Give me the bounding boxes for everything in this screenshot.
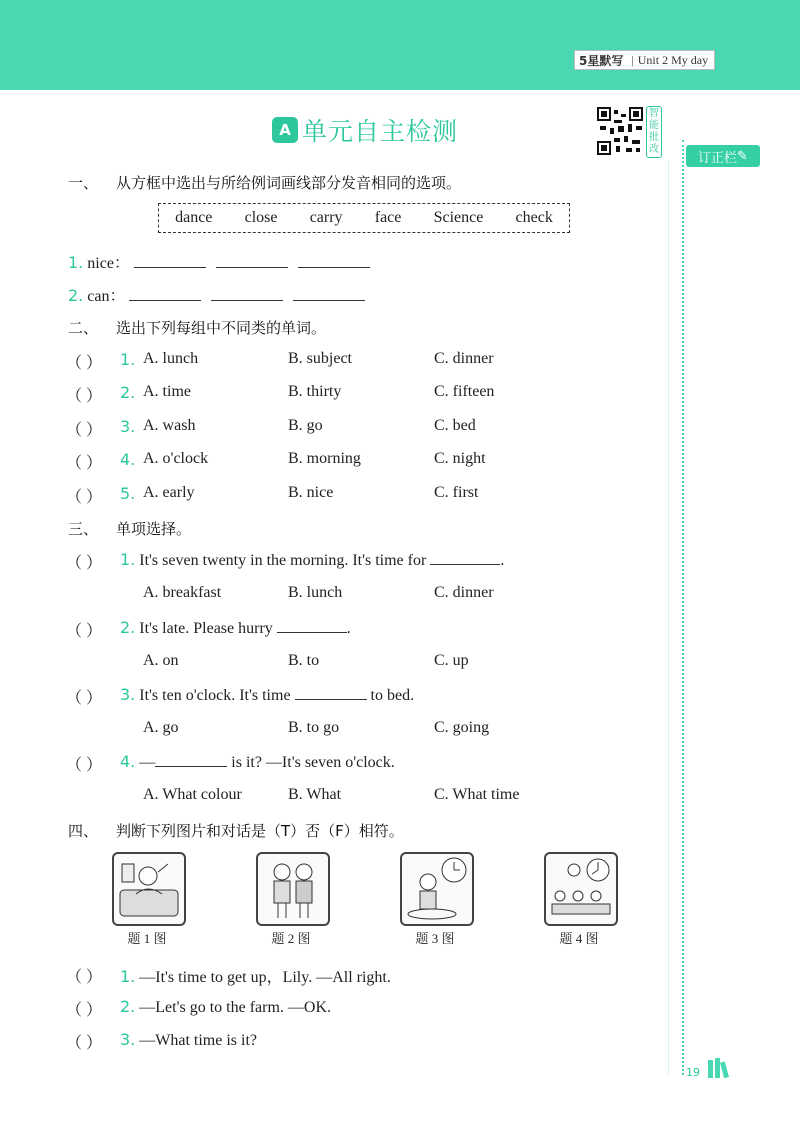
question-row — [120, 752, 395, 772]
option-b: B. lunch — [288, 584, 343, 601]
answer-parentheses[interactable]: （ ） — [66, 555, 103, 572]
option-a: A. wash — [143, 417, 196, 434]
example-word: carry — [309, 209, 343, 226]
answer-parentheses[interactable]: （ ） — [66, 388, 103, 405]
option-a: A. lunch — [143, 350, 199, 367]
picture-caption: 题 2 图 — [271, 931, 311, 946]
option-c: C. dinner — [434, 584, 494, 601]
answer-parentheses[interactable]: （ ） — [66, 690, 103, 707]
question-number: 2. — [120, 997, 136, 1016]
question-text: —Let's go to the farm. —OK. — [139, 999, 331, 1016]
example-word: check — [515, 209, 553, 226]
option-a: A. o'clock — [143, 450, 209, 467]
question-number: 1. — [120, 967, 136, 986]
books-icon — [708, 1058, 736, 1078]
section-2-heading — [68, 317, 326, 338]
pencil-icon: ✎ — [737, 148, 748, 164]
option-c: C. up — [434, 652, 469, 669]
question-text: — — [139, 754, 156, 771]
option-a: A. early — [143, 484, 195, 501]
question-text: nice： — [87, 255, 130, 272]
picture-caption: 题 4 图 — [559, 931, 599, 946]
answer-blank[interactable] — [129, 286, 201, 301]
section-title: 单项选择。 — [116, 520, 192, 538]
option-b: B. go — [288, 417, 323, 434]
option-c: C. dinner — [434, 350, 494, 367]
margin-divider — [682, 140, 684, 1075]
option-b: B. What — [288, 786, 342, 803]
picture-2-two-kids — [256, 852, 330, 926]
picture-caption: 题 1 图 — [127, 931, 167, 946]
unit-label: Unit 2 My day — [637, 52, 709, 67]
option-a: A. go — [143, 719, 179, 736]
question-row — [120, 1030, 257, 1050]
header-band — [0, 0, 800, 90]
question-text: can： — [87, 288, 126, 305]
question-text: It's late. Please hurry — [139, 620, 277, 637]
option-a: A. What colour — [143, 786, 242, 803]
question-row — [120, 618, 351, 638]
answer-parentheses[interactable]: （ ） — [66, 757, 103, 774]
question-number: 5. — [120, 484, 136, 503]
answer-parentheses[interactable]: （ ） — [66, 455, 103, 472]
question-text: It's seven twenty in the morning. It's time for — [139, 552, 431, 569]
question-number: 2. — [120, 383, 136, 402]
smart-grading-label: 智能批改 — [646, 106, 662, 158]
answer-blank[interactable] — [430, 550, 500, 565]
brand-name: 5星默写 — [579, 53, 624, 68]
question-row — [120, 997, 331, 1017]
question-number: 3. — [120, 685, 136, 704]
question-text-end: . — [500, 552, 505, 569]
section-number: 一、 — [68, 174, 99, 192]
example-word: face — [374, 209, 402, 226]
option-c: C. bed — [434, 417, 476, 434]
question-number: 2. — [68, 286, 84, 305]
answer-blank[interactable] — [277, 618, 347, 633]
section-number: 三、 — [68, 520, 99, 538]
answer-blank[interactable] — [295, 685, 367, 700]
picture-1-girl-in-bed — [112, 852, 186, 926]
picture-4-classroom-clock — [544, 852, 618, 926]
answer-parentheses[interactable]: （ ） — [66, 969, 103, 986]
correction-tab-label: 订正栏 — [698, 150, 738, 166]
answer-blank[interactable] — [298, 253, 370, 268]
section-3-heading — [68, 518, 191, 539]
question-number: 3. — [120, 417, 136, 436]
option-b: B. thirty — [288, 383, 342, 400]
brand-separator: | — [631, 52, 634, 67]
option-a: A. time — [143, 383, 191, 400]
qr-code-icon[interactable] — [596, 106, 644, 156]
question-number: 1. — [120, 350, 136, 369]
section-number: 四、 — [68, 822, 99, 840]
word-box — [158, 203, 570, 233]
page-title: 单元自主检测 — [302, 117, 459, 146]
option-a: A. breakfast — [143, 584, 222, 601]
option-c: C. fifteen — [434, 383, 495, 400]
question-text: —It's time to get up，Lily. —All right. — [139, 969, 391, 986]
option-b: B. to go — [288, 719, 340, 736]
margin-divider-inner — [668, 160, 669, 1075]
option-a: A. on — [143, 652, 179, 669]
page-title-block — [272, 112, 458, 148]
answer-blank[interactable] — [293, 286, 365, 301]
question-row — [68, 250, 370, 273]
picture-caption: 题 3 图 — [415, 931, 455, 946]
option-b: B. subject — [288, 350, 352, 367]
answer-blank[interactable] — [216, 253, 288, 268]
question-number: 2. — [120, 618, 136, 637]
option-c: C. night — [434, 450, 486, 467]
answer-parentheses[interactable]: （ ） — [66, 1035, 103, 1052]
example-word: close — [244, 209, 278, 226]
question-number: 4. — [120, 450, 136, 469]
question-row — [120, 685, 414, 705]
question-text: It's ten o'clock. It's time — [139, 687, 295, 704]
option-b: B. to — [288, 652, 320, 669]
answer-parentheses[interactable]: （ ） — [66, 355, 103, 372]
option-c: C. first — [434, 484, 479, 501]
question-text-end: . — [346, 620, 351, 637]
question-row — [120, 964, 391, 987]
answer-blank[interactable] — [134, 253, 206, 268]
brand-label — [574, 50, 715, 70]
title-badge-icon: A — [272, 117, 298, 143]
example-word: Science — [433, 209, 484, 226]
option-b: B. nice — [288, 484, 334, 501]
section-title: 判断下列图片和对话是（T）否（F）相符。 — [116, 822, 404, 840]
answer-parentheses[interactable]: （ ） — [66, 489, 103, 506]
question-text-end: is it? —It's seven o'clock. — [227, 754, 395, 771]
answer-parentheses[interactable]: （ ） — [66, 422, 103, 439]
option-c: C. What time — [434, 786, 520, 803]
answer-parentheses[interactable]: （ ） — [66, 623, 103, 640]
question-number: 3. — [120, 1030, 136, 1049]
answer-blank[interactable] — [211, 286, 283, 301]
correction-column-tab — [686, 145, 760, 167]
option-c: C. going — [434, 719, 490, 736]
question-row — [120, 550, 504, 570]
question-number: 1. — [120, 550, 136, 569]
answer-blank[interactable] — [155, 752, 227, 767]
question-number: 4. — [120, 752, 136, 771]
section-number: 二、 — [68, 319, 99, 337]
section-title: 选出下列每组中不同类的单词。 — [116, 319, 327, 337]
question-text-end: to bed. — [366, 687, 415, 704]
section-title: 从方框中选出与所给例词画线部分发音相同的选项。 — [116, 174, 462, 192]
question-text: —What time is it? — [139, 1032, 258, 1049]
example-word: dance — [175, 209, 213, 226]
question-number: 1. — [68, 253, 84, 272]
picture-3-boy-and-clock — [400, 852, 474, 926]
page-number: 19 — [686, 1066, 700, 1079]
answer-parentheses[interactable]: （ ） — [66, 1002, 103, 1019]
question-row — [68, 283, 365, 306]
section-1-heading — [68, 172, 461, 193]
option-b: B. morning — [288, 450, 361, 467]
section-4-heading — [68, 820, 404, 841]
